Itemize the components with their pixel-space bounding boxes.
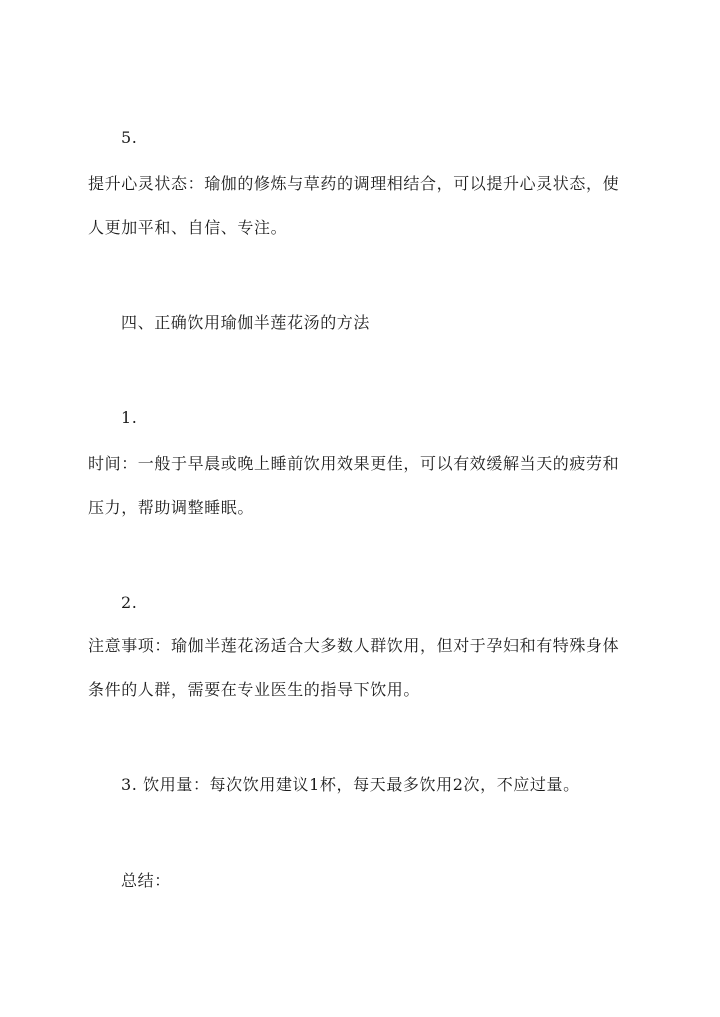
summary-heading: 总结： xyxy=(121,871,171,890)
method-2-text-line-1: 注意事项：瑜伽半莲花汤适合大多数人群饮用，但对于孕妇和有特殊身体 xyxy=(88,636,620,655)
item-5-number: 5. xyxy=(121,128,138,147)
method-1-text-line-1: 时间：一般于早晨或晚上睡前饮用效果更佳，可以有效缓解当天的疲劳和 xyxy=(88,454,620,473)
item-5-text-line-2: 人更加平和、自信、专注。 xyxy=(88,218,288,237)
method-1-text-line-2: 压力，帮助调整睡眠。 xyxy=(88,498,255,517)
method-2-text-line-2: 条件的人群，需要在专业医生的指导下饮用。 xyxy=(88,680,421,699)
method-1-number: 1. xyxy=(121,408,138,427)
item-5-text-line-1: 提升心灵状态：瑜伽的修炼与草药的调理相结合，可以提升心灵状态，使 xyxy=(88,174,620,193)
section-4-heading: 四、正确饮用瑜伽半莲花汤的方法 xyxy=(121,313,371,332)
method-2-number: 2. xyxy=(121,593,138,612)
method-3-text: 3. 饮用量：每次饮用建议1杯，每天最多饮用2次，不应过量。 xyxy=(121,775,580,794)
